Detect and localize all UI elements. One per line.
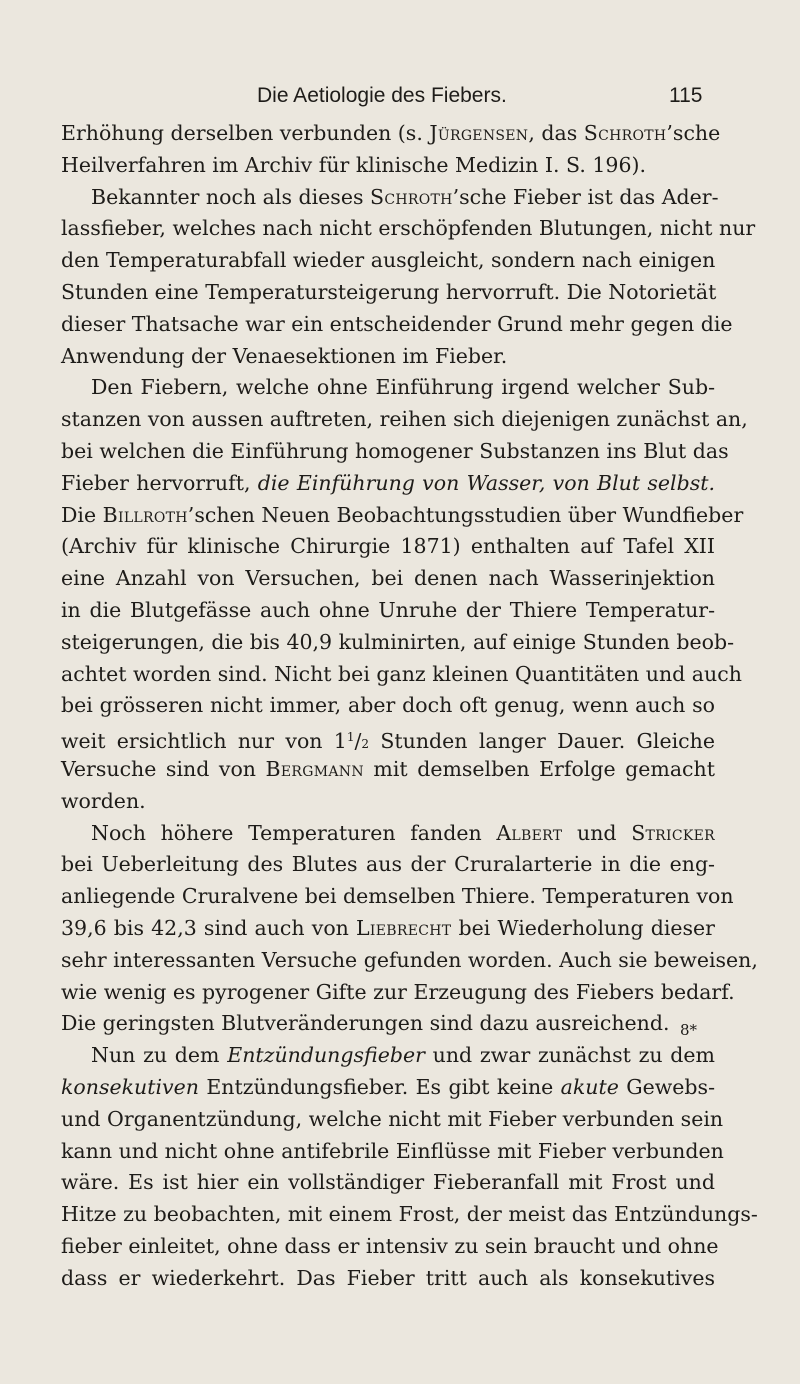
fraction-part: 1 — [346, 730, 355, 745]
signature-mark: 8* — [680, 1021, 698, 1039]
emphasis: die Einführung von Wasser, von Blut selbst. — [257, 470, 716, 495]
text-run: Die geringsten Blutveränderungen sind dazu ausreichend. — [61, 1011, 670, 1036]
text-run: Nun zu dem — [91, 1043, 228, 1068]
emphasis: konsekutiven — [61, 1074, 199, 1099]
text-run: bei welchen die Einführung homogener Substanzen ins Blut das — [61, 438, 729, 463]
text-run: Die — [61, 502, 103, 527]
author-name: Jürgensen — [429, 121, 529, 145]
text-line — [61, 436, 729, 468]
running-title: Die Aetiologie des Fiebers. — [257, 84, 507, 107]
text-line — [61, 468, 715, 500]
text-line — [61, 372, 715, 404]
text-line — [61, 659, 742, 691]
text-run: sehr interessanten Versuche gefunden worden. Auch sie beweisen, — [61, 947, 758, 972]
text-run: Heilverfahren im Archiv für klinische Medizin I. S. 196). — [61, 152, 647, 177]
text-run: achtet worden sind. Nicht bei ganz kleinen Quantitäten und auch — [61, 661, 742, 686]
text-run: Bekannter noch als dieses — [91, 184, 370, 209]
text-line — [61, 849, 715, 881]
text-run: Stunden langer Dauer. Gleiche — [369, 729, 715, 754]
author-name: Billroth — [102, 502, 188, 527]
text-run: anliegende Cruralvene bei demselben Thiere. Temperaturen von — [61, 884, 734, 909]
text-run: Gewebs- — [618, 1074, 715, 1099]
text-run: Erhöhung derselben verbunden (s. — [61, 121, 430, 145]
text-line — [61, 245, 715, 277]
text-run: bei Ueberleitung des Blutes aus der Cruralarterie in die eng- — [61, 852, 715, 877]
text-run: (Archiv für klinische Chirurgie 1871) enthalten auf Tafel XII — [61, 534, 715, 559]
text-line — [61, 818, 715, 850]
text-run: worden. — [61, 788, 146, 813]
text-run: und — [562, 820, 632, 845]
text-line — [61, 786, 715, 818]
text-line — [61, 1199, 758, 1231]
text-line — [61, 277, 715, 309]
text-run: Fieber hervorruft, — [61, 470, 258, 495]
text-run: ’sche Fieber ist das Ader- — [452, 184, 719, 209]
text-run: dieser Thatsache war ein entscheidender Grund mehr gegen die — [61, 311, 733, 336]
text-line — [61, 881, 734, 913]
text-line — [61, 1167, 715, 1199]
text-run: 39,6 bis 42,3 sind auch von — [61, 915, 357, 940]
body-text — [61, 118, 758, 1294]
text-run: lassfieber, welches nach nicht erschöpfenden Blutungen, nicht nur — [61, 216, 756, 241]
text-run: Noch höhere Temperaturen fanden — [91, 820, 497, 845]
text-line — [61, 690, 715, 722]
text-run: mit demselben Erfolge gemacht — [363, 756, 715, 781]
text-run: bei grösseren nicht immer, aber doch oft genug, wenn auch so — [61, 693, 715, 718]
author-name: Stricker — [631, 820, 715, 845]
text-line — [61, 404, 748, 436]
text-line — [61, 150, 715, 182]
text-line — [61, 977, 735, 1009]
text-line — [61, 913, 715, 945]
text-run: weit ersichtlich nur von 1 — [61, 729, 347, 754]
author-name: Schroth — [370, 184, 453, 209]
text-run: kann und nicht ohne antifebrile Einflüsse mit Fieber verbunden — [61, 1138, 724, 1163]
text-line — [61, 341, 715, 373]
text-run: und zwar zunächst zu dem — [424, 1043, 715, 1068]
author-name: Liebrecht — [356, 915, 452, 940]
text-line — [61, 1136, 724, 1168]
text-line — [61, 754, 715, 786]
text-line — [61, 531, 715, 563]
text-line — [61, 1104, 724, 1136]
text-run: Stunden eine Temperatursteigerung hervorruft. Die Notorietät — [61, 279, 717, 304]
text-run: wäre. Es ist hier ein vollständiger Fieberanfall mit Frost und — [61, 1170, 715, 1195]
text-run: Versuche sind von — [61, 756, 266, 781]
text-run: dass er wiederkehrt. Das Fieber tritt auch als konsekutives — [61, 1265, 715, 1290]
text-line — [61, 1072, 715, 1104]
text-run: , das — [528, 121, 584, 145]
text-run: fieber einleitet, ohne dass er intensiv zu sein braucht und ohne — [61, 1233, 719, 1258]
author-name: Bergmann — [265, 756, 364, 781]
text-run: wie wenig es pyrogener Gifte zur Erzeugung des Fiebers bedarf. — [61, 979, 735, 1004]
emphasis: akute — [560, 1074, 619, 1099]
text-line — [61, 1263, 715, 1295]
text-line — [61, 945, 758, 977]
text-run: ’schen Neuen Beobachtungsstudien über Wundfieber — [187, 502, 744, 527]
text-line — [61, 213, 756, 245]
text-line — [61, 1008, 715, 1040]
text-run: eine Anzahl von Versuchen, bei denen nach Wasserinjektion — [61, 566, 715, 591]
text-line — [61, 118, 721, 150]
text-run: Anwendung der Venaesektionen im Fieber. — [61, 343, 508, 368]
text-line — [61, 722, 715, 754]
text-run: steigerungen, die bis 40,9 kulminirten, auf einige Stunden beob- — [61, 629, 734, 654]
text-line — [61, 1040, 715, 1072]
text-line — [61, 309, 733, 341]
text-line — [61, 595, 715, 627]
text-run: ’sche — [666, 121, 721, 145]
text-run: in die Blutgefässe auch ohne Unruhe der Thiere Temperatur- — [61, 597, 715, 622]
running-header — [0, 84, 800, 114]
text-run: den Temperaturabfall wieder ausgleicht, sondern nach einigen — [61, 248, 716, 273]
fraction-part: 2 — [361, 737, 370, 752]
text-line — [61, 627, 734, 659]
text-line — [61, 500, 744, 532]
emphasis: Entzündungsfieber — [227, 1043, 425, 1068]
text-run: Hitze zu beobachten, mit einem Frost, der meist das Entzündungs- — [61, 1202, 758, 1227]
text-run: Den Fiebern, welche ohne Einführung irgend welcher Sub- — [91, 375, 715, 400]
author-name: Schroth — [583, 121, 667, 145]
text-run: stanzen von aussen auftreten, reihen sich diejenigen zunächst an, — [61, 407, 748, 432]
author-name: Albert — [496, 820, 563, 845]
text-line — [61, 1231, 719, 1263]
text-run: bei Wiederholung dieser — [451, 915, 715, 940]
text-run: / — [354, 729, 362, 754]
text-line — [61, 563, 715, 595]
text-run: und Organentzündung, welche nicht mit Fieber verbunden sein — [61, 1106, 724, 1131]
text-line — [61, 182, 719, 214]
page-number: 115 — [669, 84, 703, 107]
text-run: Entzündungsfieber. Es gibt keine — [198, 1074, 561, 1099]
